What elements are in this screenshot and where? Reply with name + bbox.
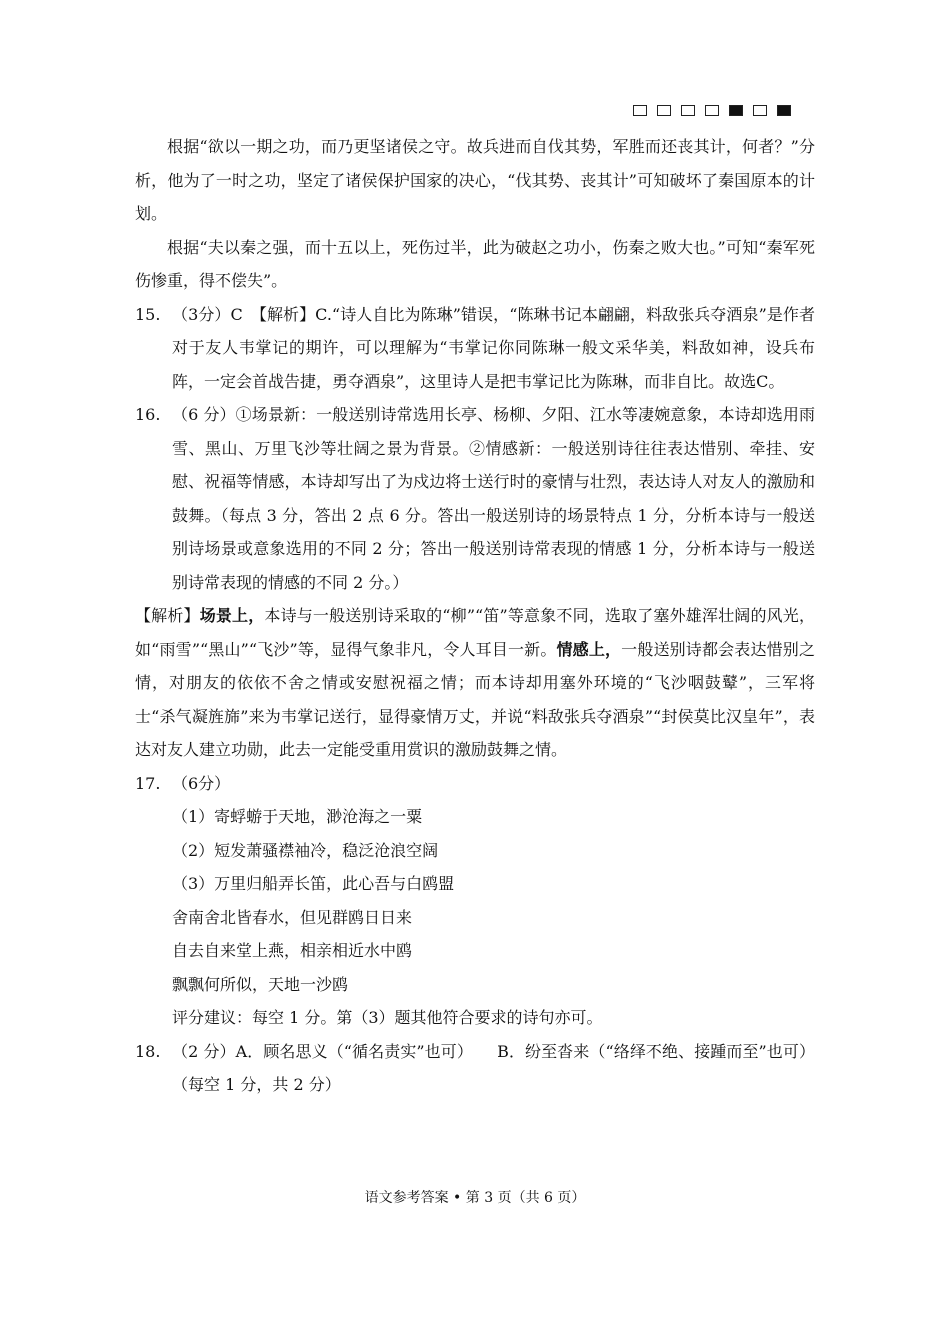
answer-content <box>135 130 815 1102</box>
marker-square-4 <box>705 105 719 116</box>
question-15 <box>135 298 815 399</box>
question-16 <box>135 398 815 599</box>
marker-square-7 <box>777 105 791 116</box>
marker-square-3 <box>681 105 695 116</box>
q17-line-1: （1）寄蜉蝣于天地，渺沧海之一粟 <box>172 807 423 826</box>
scene-label: 场景上， <box>199 606 265 625</box>
intro-paragraph-2: 根据“夫以秦之强，而十五以上，死伤过半，此为破赵之功小，伤秦之败大也。”可知“秦军死伤惨重，得不偿失”。 <box>135 237 815 290</box>
q17-line-2: （2）短发萧骚襟袖冷，稳泛沧浪空阔 <box>172 840 439 860</box>
question-16-answer: （6 分）①场景新：一般送别诗常选用长亭、杨柳、夕阳、江水等凄婉意象，本诗却选用雨雪、黑山、万里飞沙等壮阔之景为背景。②情感新：一般送别诗往往表达惜别、牵挂、安慰、祝福等情感，本诗却写出了为戍边将士送行时的豪情与壮烈，表达诗人对友人的激励和鼓舞。（每点 3 分，答出 2 点 6 分。答出一般送别诗的场景特点 1 分，分析本诗与一般送别诗场景或意象选用的不同 2 分；答出一般送别诗常表现的情感 1 分，分析本诗与一般送别诗常表现的情感的不同 2 分。） <box>172 405 815 592</box>
marker-square-5 <box>729 105 743 116</box>
question-16-analysis <box>135 599 815 767</box>
analysis-label: 【解析】 <box>135 606 200 625</box>
question-number: 16. <box>135 405 161 424</box>
emotion-label: 情感上， <box>556 639 622 659</box>
question-number: 17. <box>135 773 161 793</box>
analysis-scene-text: 本诗与一般送别诗采取的“柳”“笛”等意象不同，选取了塞外雄浑壮阔的风光，如“雨雪”“黑山”“飞沙”等，显得气象非凡，令人耳目一新。 <box>135 606 815 659</box>
q17-line-5: 自去自来堂上燕，相亲相近水中鸥 <box>172 941 413 960</box>
question-18 <box>135 1035 815 1102</box>
question-15-answer: （3分）C 【解析】C.“诗人自比为陈琳”错误，“陈琳书记本翩翩，料敌张兵夺酒泉”是作者对于友人韦掌记的期许，可以理解为“韦掌记你同陈琳一般文采华美，料敌如神，设兵布阵，一定会首战告捷，勇夺酒泉”，这里诗人是把韦掌记比为陈琳，而非自比。故选C。 <box>172 304 815 391</box>
q17-scoring-note: 评分建议：每空 1 分。第（3）题其他符合要求的诗句亦可。 <box>172 1008 603 1027</box>
marker-square-6 <box>753 105 767 116</box>
marker-square-2 <box>657 105 671 116</box>
question-number: 18. <box>135 1041 161 1061</box>
question-17 <box>135 767 815 801</box>
q17-line-4: 舍南舍北皆春水，但见群鸥日日来 <box>172 907 413 927</box>
page-marker-squares <box>633 105 791 116</box>
analysis-emotion-text: 一般送别诗都会表达惜别之情，对朋友的依依不舍之情或安慰祝福之情；而本诗却用塞外环境的“飞沙咽鼓鼙”，三军将士“杀气凝旌旆”来为韦掌记送行，显得豪情万丈，并说“料敌张兵夺酒泉”“封侯莫比汉皇年”，表达对友人建立功勋，此去一定能受重用赏识的激励鼓舞之情。 <box>135 639 815 759</box>
q17-line-6: 飘飘何所似，天地一沙鸥 <box>172 974 349 994</box>
question-number: 15. <box>135 304 161 324</box>
page-footer: 语文参考答案 • 第 3 页（共 6 页） <box>364 1190 586 1206</box>
question-17-score: （6分） <box>172 773 231 793</box>
question-18-answer: （2 分）A．顾名思义（“循名责实”也可） B．纷至沓来（“络绎不绝、接踵而至”也可）（每空 1 分，共 2 分） <box>172 1041 815 1094</box>
marker-square-1 <box>633 105 647 116</box>
intro-paragraph-1: 根据“欲以一期之功，而乃更坚诸侯之守。故兵进而自伐其势，军胜而还丧其计，何者？”分析，他为了一时之功，坚定了诸侯保护国家的决心，“伐其势、丧其计”可知破坏了秦国原本的计划。 <box>135 137 815 223</box>
q17-line-3: （3）万里归船弄长笛，此心吾与白鸥盟 <box>172 874 455 893</box>
